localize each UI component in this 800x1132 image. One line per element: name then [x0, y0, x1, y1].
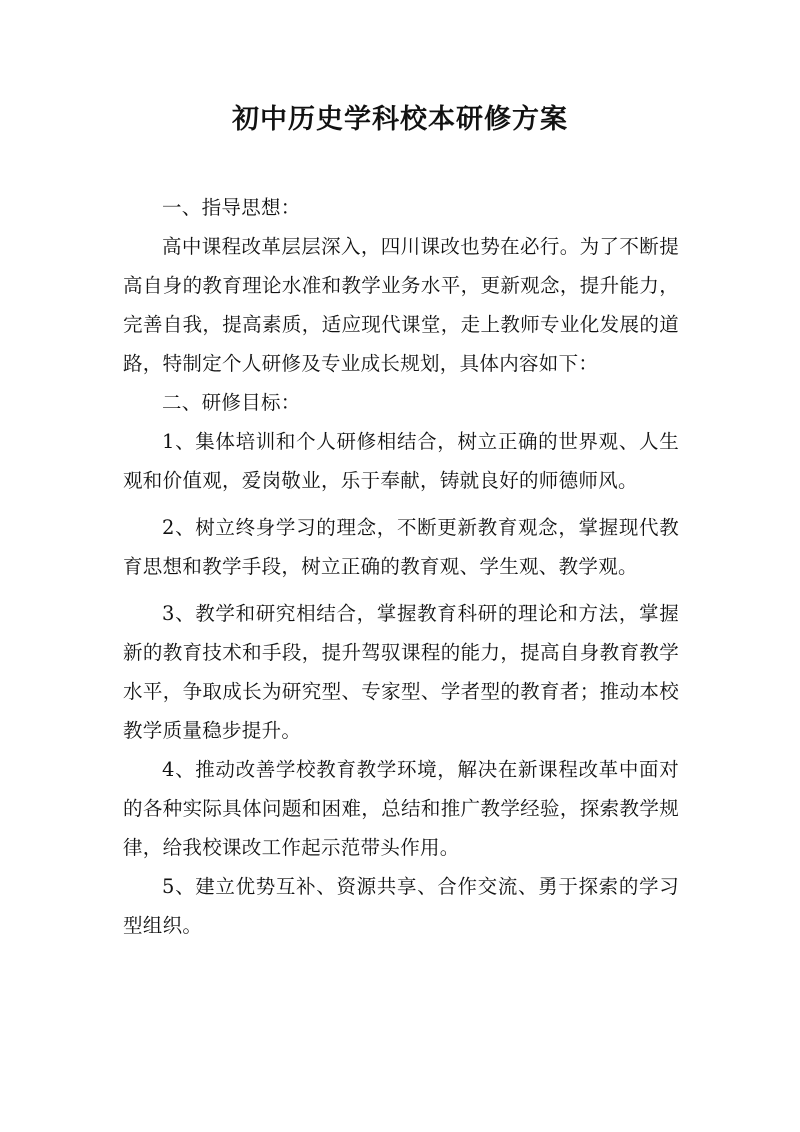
goal-item-2: 2、树立终身学习的理念，不断更新教育观念，掌握现代教育思想和教学手段，树立正确的教育观、学生观、教学观。	[123, 516, 679, 578]
section-heading-goals: 二、研修目标：	[162, 391, 301, 414]
goal-item-3: 3、教学和研究相结合，掌握教育科研的理论和方法，掌握新的教育技术和手段，提升驾驭课程的能力，提高自身教育教学水平，争取成长为研究型、专家型、学者型的教育者；推动本校教学质量稳步提升。	[123, 602, 679, 742]
goal-item-5: 5、建立优势互补、资源共享、合作交流、勇于探索的学习型组织。	[123, 875, 679, 937]
goal-item-4: 4、推动改善学校教育教学环境，解决在新课程改革中面对的各种实际具体问题和困难，总结和推广教学经验，探索教学规律，给我校课改工作起示范带头作用。	[123, 758, 679, 859]
document-title: 初中历史学科校本研修方案	[232, 104, 568, 135]
document-body	[123, 188, 679, 945]
section-heading-guiding-ideology: 一、指导思想：	[162, 196, 301, 219]
paragraph-guiding-ideology: 高中课程改革层层深入，四川课改也势在必行。为了不断提高自身的教育理论水准和教学业务水平，更新观念，提升能力，完善自我，提高素质，适应现代课堂，走上教师专业化发展的道路，特制定个人研修及专业成长规划，具体内容如下：	[123, 235, 679, 375]
goal-item-1: 1、集体培训和个人研修相结合，树立正确的世界观、人生观和价值观，爱岗敬业，乐于奉献，铸就良好的师德师风。	[123, 430, 679, 492]
